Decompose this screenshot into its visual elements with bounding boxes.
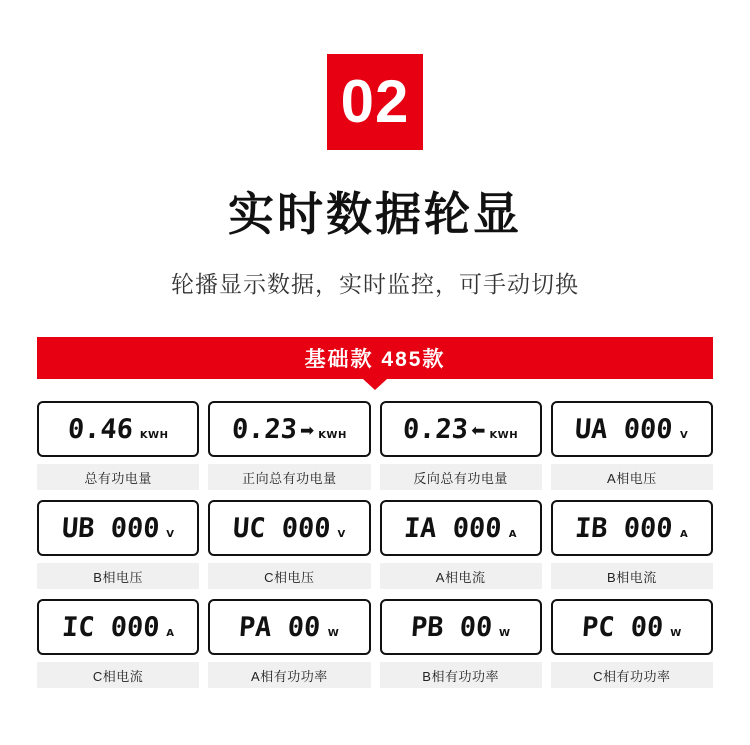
lcd-value: IA 000 xyxy=(403,512,503,544)
meter-caption: C相电流 xyxy=(37,662,199,688)
page-title: 实时数据轮显 xyxy=(228,188,522,240)
meter-cell xyxy=(380,401,542,490)
lcd-display xyxy=(208,500,370,556)
lcd-unit: W xyxy=(499,627,511,639)
lcd-unit: KWH xyxy=(489,429,519,441)
meter-cell xyxy=(37,599,199,688)
meter-caption: A相电压 xyxy=(551,464,713,490)
lcd-value: IB 000 xyxy=(574,512,675,544)
header-section xyxy=(0,0,750,299)
lcd-value: PC 00 xyxy=(580,611,665,643)
meter-caption: B相有功功率 xyxy=(380,662,542,688)
meter-grid xyxy=(37,401,713,688)
lcd-unit: A xyxy=(680,528,689,540)
section-number-badge: 02 xyxy=(327,54,423,150)
meter-caption: 反向总有功电量 xyxy=(380,464,542,490)
lcd-value: UB 000 xyxy=(60,512,161,544)
lcd-unit: KWH xyxy=(139,429,169,441)
meter-cell xyxy=(208,401,370,490)
meter-cell xyxy=(208,500,370,589)
lcd-value: 0.46 xyxy=(66,413,134,445)
lcd-display xyxy=(380,401,542,457)
lcd-display xyxy=(37,401,199,457)
lcd-unit: W xyxy=(670,627,682,639)
meter-caption: B相电压 xyxy=(37,563,199,589)
meter-cell xyxy=(37,500,199,589)
meter-cell xyxy=(37,401,199,490)
meter-caption: C相电压 xyxy=(208,563,370,589)
meter-caption: 总有功电量 xyxy=(37,464,199,490)
meter-cell xyxy=(551,500,713,589)
banner-pointer-icon xyxy=(363,379,387,390)
lcd-display xyxy=(208,401,370,457)
lcd-unit: W xyxy=(327,627,340,639)
lcd-value: UC 000 xyxy=(231,512,332,544)
lcd-display xyxy=(37,500,199,556)
meter-caption: C相有功功率 xyxy=(551,662,713,688)
meter-cell xyxy=(551,599,713,688)
direction-arrow-icon: ➡ xyxy=(299,420,315,440)
page-subtitle: 轮播显示数据，实时监控，可手动切换 xyxy=(171,271,579,297)
meter-cell xyxy=(380,599,542,688)
lcd-display xyxy=(37,599,199,655)
meter-caption: A相有功功率 xyxy=(208,662,370,688)
lcd-unit: A xyxy=(166,627,175,639)
lcd-display xyxy=(380,599,542,655)
lcd-unit: KWH xyxy=(318,429,347,441)
meter-caption: A相电流 xyxy=(380,563,542,589)
lcd-value: PB 00 xyxy=(409,611,494,643)
direction-arrow-icon: ⬅ xyxy=(471,420,486,440)
lcd-unit: V xyxy=(337,528,346,540)
meter-caption: 正向总有功电量 xyxy=(208,464,370,490)
model-banner xyxy=(37,337,713,379)
lcd-value: 0.23 xyxy=(402,413,470,445)
lcd-display xyxy=(551,500,713,556)
lcd-display xyxy=(551,599,713,655)
meter-caption: B相电流 xyxy=(551,563,713,589)
meter-cell xyxy=(380,500,542,589)
lcd-display xyxy=(551,401,713,457)
meter-cell xyxy=(551,401,713,490)
lcd-unit: V xyxy=(680,429,689,441)
lcd-display xyxy=(208,599,370,655)
lcd-value: PA 00 xyxy=(238,611,322,643)
meter-cell xyxy=(208,599,370,688)
lcd-value: IC 000 xyxy=(60,611,161,643)
banner-container xyxy=(0,337,750,379)
lcd-unit: V xyxy=(166,528,175,540)
lcd-display xyxy=(380,500,542,556)
lcd-unit: A xyxy=(508,528,518,540)
lcd-value: UA 000 xyxy=(574,413,675,445)
model-banner-label: 基础款 485款 xyxy=(304,348,446,371)
lcd-value: 0.23 xyxy=(230,413,299,445)
